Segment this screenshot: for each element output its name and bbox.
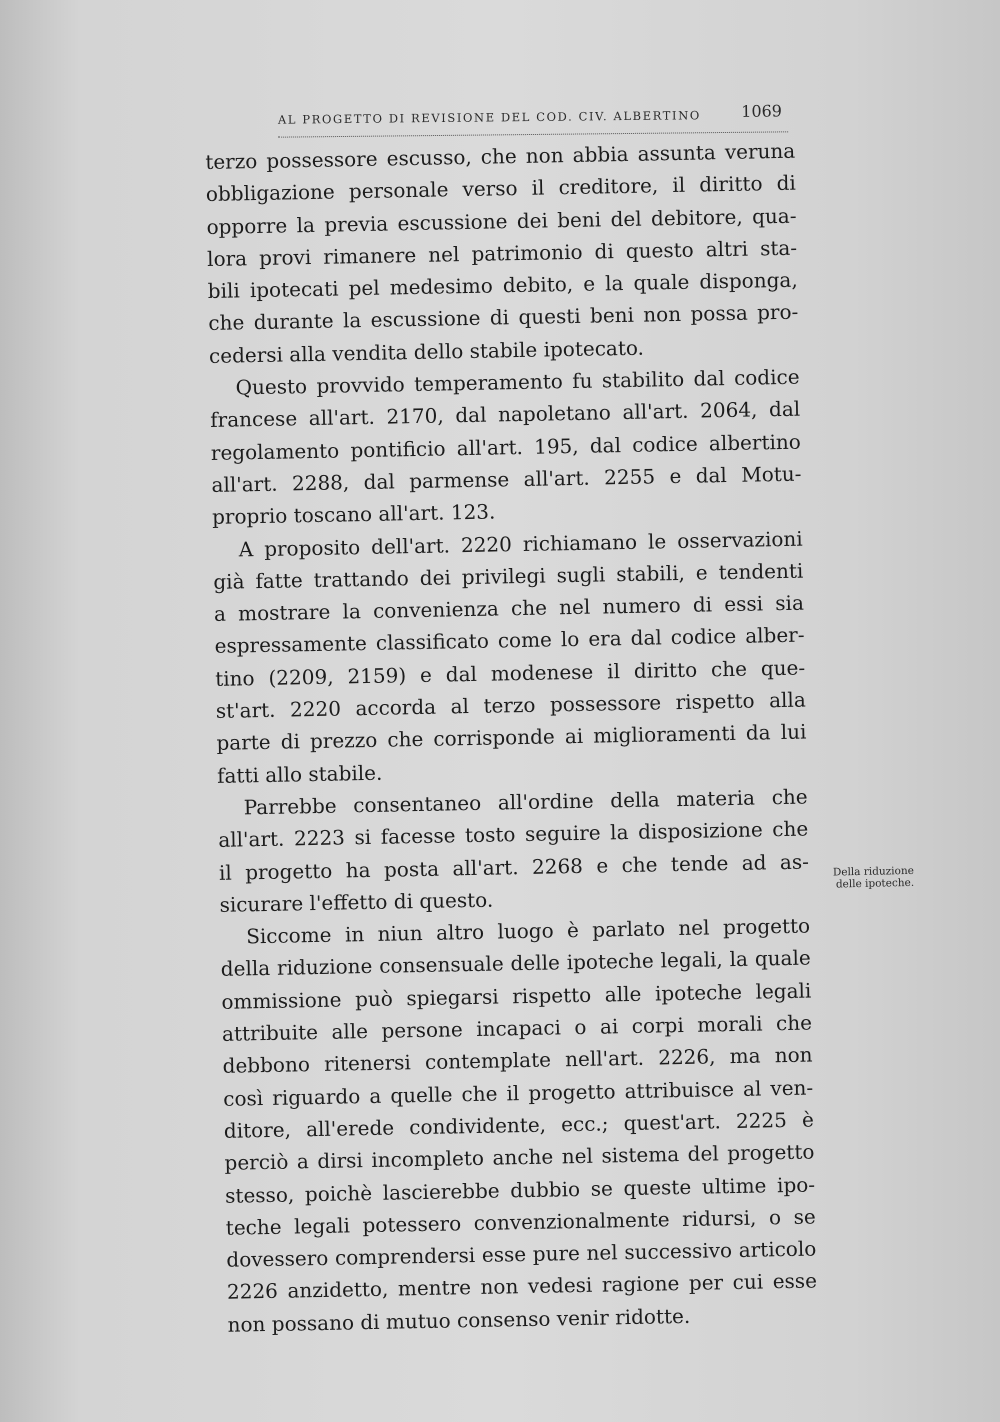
text-line: della riduzione consensuale delle ipoteche legali, la quale — [220, 945, 811, 982]
text-line: a mostrare la convenienza che nel numero di essi sia — [213, 590, 805, 627]
text-line: Questo provvido temperamento fu stabilito dal codice — [235, 364, 800, 400]
text-line: tino (2209, 2159) e dal modenese il diritto che que- — [214, 655, 806, 691]
text-line: A proposito dell'art. 2220 richiamano le osservazioni — [238, 526, 803, 561]
text-line: non possano di mutuo consenso venir ridotte. — [227, 1303, 691, 1337]
text-line: obbligazione personale verso il creditore, il diritto di — [205, 170, 797, 207]
text-line: debbono ritenersi contemplate nell'art. 2226, ma non — [222, 1042, 813, 1079]
text-line: teche legali potessero convenzionalmente ridursi, o se — [225, 1204, 816, 1240]
text-line: stesso, poichè lascierebbe dubbio se queste ultime ipo- — [224, 1171, 816, 1208]
text-line: il progetto ha posta all'art. 2268 e che tende ad as- — [218, 849, 810, 885]
text-line: all'art. 2288, dal parmense all'art. 2255 e dal Motu- — [211, 461, 802, 497]
text-line: già fatte trattando dei privilegi sugli stabili, e tendenti — [213, 558, 804, 594]
text-line: terzo possessore escusso, che non abbia assunta veruna — [205, 138, 796, 174]
text-line: parte di prezzo che corrisponde ai miglioramenti da lui — [216, 719, 807, 756]
text-line: attribuite alle persone incapaci o ai corpi morali che — [221, 1010, 813, 1046]
text-line: così riguardo a quelle che il progetto attribuisce al ven- — [223, 1075, 814, 1111]
text-line: cedersi alla vendita dello stabile ipotecato. — [208, 335, 645, 368]
text-line: espressamente classificato come lo era dal codice alber- — [214, 623, 805, 659]
page-header — [278, 101, 788, 137]
text-line: proprio toscano all'art. 123. — [211, 499, 496, 530]
margin-note-line: Della riduzione — [832, 864, 914, 879]
text-line: regolamento pontificio all'art. 195, dal codice albertino — [210, 429, 802, 465]
text-line: st'art. 2220 accorda al terzo possessore rispetto alla — [215, 687, 806, 723]
text-line: opporre la previa escussione dei beni del debitore, qua- — [206, 203, 797, 239]
text-line: sicurare l'effetto di questo. — [219, 887, 494, 917]
text-line: perciò a dirsi incompleto anche nel sistema del progetto — [224, 1139, 815, 1176]
running-head: AL PROGETTO DI REVISIONE DEL COD. CIV. ALBERTINO — [277, 108, 701, 127]
text-line: dovessero comprendersi esse pure nel successivo articolo — [226, 1236, 817, 1272]
text-line: francese all'art. 2170, dal napoletano all'art. 2064, dal — [210, 397, 801, 433]
text-line: all'art. 2223 si facesse tosto seguire la disposizione che — [218, 816, 809, 853]
text-line: che durante la escussione di questi beni non possa pro- — [208, 300, 799, 336]
margin-note — [804, 865, 914, 891]
page-number: 1069 — [741, 101, 783, 121]
text-line: Siccome in niun altro luogo è parlato nel progetto — [245, 913, 811, 949]
text-line: 2226 anzidetto, mentre non vedesi ragione per cui esse — [226, 1268, 818, 1305]
text-line: fatti allo stabile. — [216, 760, 383, 788]
text-line: bili ipotecati pel medesimo debito, e la quale disponga, — [207, 267, 798, 304]
body-text — [205, 135, 818, 1341]
text-line: ommissione può spiegarsi rispetto alle ipoteche legali — [221, 978, 812, 1014]
margin-note-line: delle ipoteche. — [835, 876, 915, 891]
text-line: Parrebbe consentaneo all'ordine della materia che — [243, 784, 808, 820]
text-line: ditore, all'erede condividente, ecc.; quest'art. 2225 è — [223, 1107, 815, 1143]
text-line: lora provi rimanere nel patrimonio di questo altri sta- — [206, 235, 798, 271]
